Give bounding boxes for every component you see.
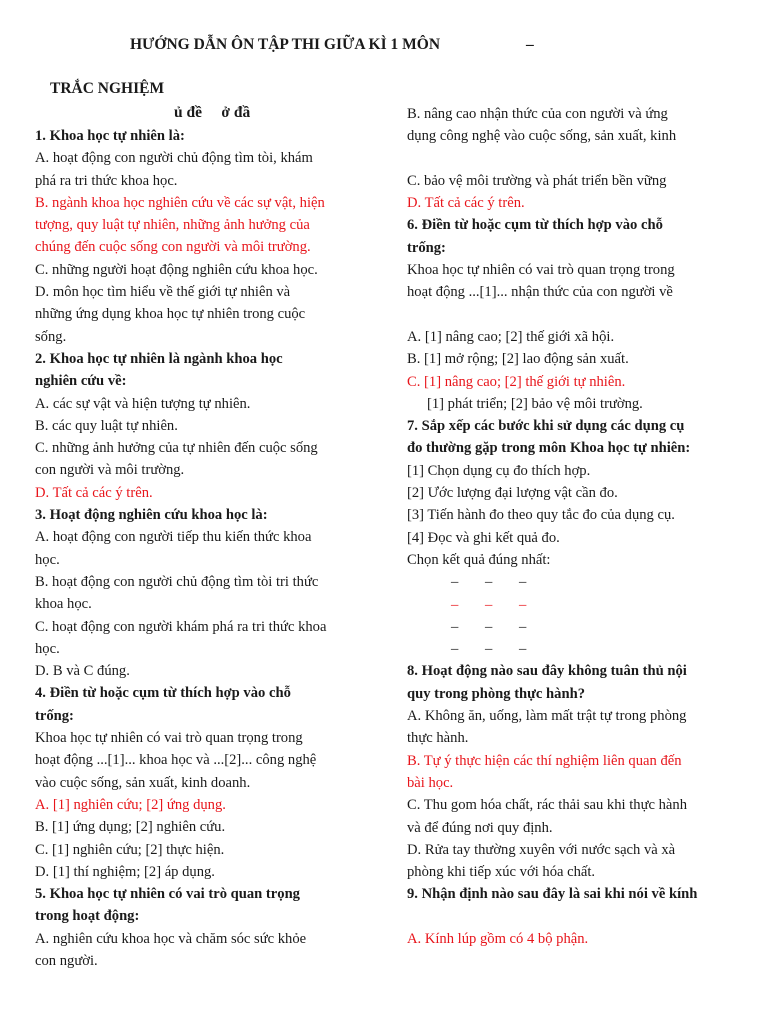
q6-option-c-answer: C. [1] nâng cao; [2] thế giới tự nhiên. — [407, 373, 626, 390]
q8-option-d-cont: phòng khi tiếp xúc với hóa chất. — [407, 864, 596, 881]
dash: – — [451, 596, 459, 613]
q3-option-d: D. B và C đúng. — [35, 663, 130, 680]
dash: – — [451, 574, 459, 591]
q7-step-1: [1] Chọn dụng cụ đo thích hợp. — [407, 462, 591, 479]
q9-option-a-answer: A. Kính lúp gồm có 4 bộ phận. — [407, 930, 589, 947]
blank-line — [407, 148, 747, 170]
document-title — [130, 36, 534, 54]
q7-option-row-answer — [407, 594, 747, 616]
q5-option-a: A. nghiên cứu khoa học và chăm sóc sức khỏe — [35, 930, 307, 947]
q6-option-d: [1] phát triển; [2] bảo vệ môi trường. — [427, 395, 643, 412]
q8-option-d: D. Rửa tay thường xuyên với nước sạch và xà — [407, 841, 676, 858]
q8-option-c-cont: và để đúng nơi quy định. — [407, 819, 553, 836]
q3-option-a: A. hoạt động con người tiếp thu kiến thức khoa — [35, 529, 312, 546]
blank-line — [407, 906, 747, 928]
q1-option-b-cont: tượng, quy luật tự nhiên, những ảnh hưởng của — [35, 217, 310, 234]
q1-option-c: C. những người hoạt động nghiên cứu khoa học. — [35, 261, 318, 278]
dash: – — [485, 641, 493, 658]
q6-stem-cont: hoạt động ...[1]... nhận thức của con người về — [407, 284, 673, 301]
dash: – — [451, 618, 459, 635]
q7-step-2: [2] Ước lượng đại lượng vật cần đo. — [407, 485, 618, 502]
q3-option-c: C. hoạt động con người khám phá ra tri thức khoa — [35, 618, 327, 635]
q7-option-row — [407, 571, 747, 593]
q8-option-b-answer: B. Tự ý thực hiện các thí nghiệm liên quan đến — [407, 752, 682, 769]
q7-prompt: Chọn kết quả đúng nhất: — [407, 551, 551, 568]
q1-option-d-cont: những ứng dụng khoa học tự nhiên trong cuộc — [35, 306, 306, 323]
q4-option-a-answer: A. [1] nghiên cứu; [2] ứng dụng. — [35, 796, 226, 813]
dash: – — [485, 596, 493, 613]
q7-step-4: [4] Đọc và ghi kết quả đo. — [407, 529, 560, 546]
dash: – — [451, 641, 459, 658]
q5-option-d-answer: D. Tất cả các ý trên. — [407, 195, 525, 212]
question-2-cont: nghiên cứu về: — [35, 373, 127, 390]
title-text: HƯỚNG DẪN ÔN TẬP THI GIỮA KÌ 1 MÔN — [130, 36, 441, 53]
question-4: 4. Điền từ hoặc cụm từ thích hợp vào chỗ — [35, 685, 291, 702]
q6-option-a: A. [1] nâng cao; [2] thế giới xã hội. — [407, 328, 615, 345]
dash: – — [485, 574, 493, 591]
dash: – — [519, 574, 527, 591]
q1-option-b-cont: chúng đến cuộc sống con người và môi trường. — [35, 239, 311, 256]
q1-option-a: A. hoạt động con người chủ động tìm tòi, khám — [35, 150, 313, 167]
dash: – — [519, 596, 527, 613]
question-7: 7. Sắp xếp các bước khi sử dụng các dụng cụ — [407, 418, 685, 435]
q5-option-a-cont: con người. — [35, 952, 98, 969]
q2-option-a: A. các sự vật và hiện tượng tự nhiên. — [35, 395, 251, 412]
q3-option-b-cont: khoa học. — [35, 596, 92, 613]
q8-option-a-cont: thực hành. — [407, 730, 469, 747]
blank-line — [407, 304, 747, 326]
dash: – — [485, 618, 493, 635]
q3-option-c-cont: học. — [35, 640, 60, 657]
title-dash: – — [526, 36, 534, 53]
q4-stem-cont: hoạt động ...[1]... khoa học và ...[2]... công nghệ — [35, 752, 317, 769]
q1-option-d-cont: sống. — [35, 328, 67, 345]
q4-option-d: D. [1] thí nghiệm; [2] áp dụng. — [35, 863, 215, 880]
dash: – — [519, 618, 527, 635]
q3-option-b: B. hoạt động con người chủ động tìm tòi tri thức — [35, 573, 319, 590]
question-2: 2. Khoa học tự nhiên là ngành khoa học — [35, 350, 283, 367]
question-6: 6. Điền từ hoặc cụm từ thích hợp vào chỗ — [407, 217, 663, 234]
q8-option-a: A. Không ăn, uống, làm mất trật tự trong phòng — [407, 708, 687, 725]
q8-option-c: C. Thu gom hóa chất, rác thải sau khi thực hành — [407, 797, 687, 814]
q6-option-b: B. [1] mở rộng; [2] lao động sản xuất. — [407, 351, 629, 368]
question-9: 9. Nhận định nào sau đây là sai khi nói về kính — [407, 886, 698, 903]
question-3: 3. Hoạt động nghiên cứu khoa học là: — [35, 507, 268, 524]
q1-option-a-cont: phá ra tri thức khoa học. — [35, 172, 178, 189]
dash: – — [519, 641, 527, 658]
question-8-cont: quy trong phòng thực hành? — [407, 685, 586, 702]
topic-subheading: ủ đề ở đầ — [174, 104, 251, 121]
q2-option-c-cont: con người và môi trường. — [35, 462, 185, 479]
q1-option-d: D. môn học tìm hiểu về thế giới tự nhiên và — [35, 284, 291, 301]
q5-option-b-cont: dụng công nghệ vào cuộc sống, sản xuất, kinh — [407, 128, 677, 145]
question-8: 8. Hoạt động nào sau đây không tuân thủ nội — [407, 663, 687, 680]
question-5: 5. Khoa học tự nhiên có vai trò quan trọng — [35, 886, 300, 903]
q4-stem: Khoa học tự nhiên có vai trò quan trọng trong — [35, 730, 303, 747]
q5-option-b: B. nâng cao nhận thức của con người và ứng — [407, 106, 668, 122]
q2-option-d-answer: D. Tất cả các ý trên. — [35, 484, 153, 501]
q4-option-c: C. [1] nghiên cứu; [2] thực hiện. — [35, 841, 225, 858]
q4-option-b: B. [1] ứng dụng; [2] nghiên cứu. — [35, 819, 226, 836]
q6-stem: Khoa học tự nhiên có vai trò quan trọng trong — [407, 262, 675, 279]
q7-option-row — [407, 616, 747, 638]
question-6-cont: trống: — [407, 239, 446, 256]
question-5-cont: trong hoạt động: — [35, 908, 140, 925]
q7-step-3: [3] Tiến hành đo theo quy tắc đo của dụng cụ. — [407, 507, 675, 524]
question-1: 1. Khoa học tự nhiên là: — [35, 128, 185, 144]
q8-option-b-cont: bài học. — [407, 774, 454, 791]
question-7-cont: đo thường gặp trong môn Khoa học tự nhiên: — [407, 440, 691, 457]
q7-option-row — [407, 638, 747, 660]
q3-option-a-cont: học. — [35, 551, 60, 568]
q5-option-c: C. bảo vệ môi trường và phát triển bền vững — [407, 172, 667, 189]
left-column — [35, 125, 373, 972]
q1-option-b-answer: B. ngành khoa học nghiên cứu về các sự vật, hiện — [35, 194, 325, 211]
question-4-cont: trống: — [35, 707, 74, 724]
q2-option-b: B. các quy luật tự nhiên. — [35, 417, 178, 434]
right-column — [407, 103, 747, 950]
q4-stem-cont: vào cuộc sống, sản xuất, kinh doanh. — [35, 774, 251, 791]
section-heading: TRẮC NGHIỆM — [50, 80, 165, 97]
q2-option-c: C. những ảnh hưởng của tự nhiên đến cuộc sống — [35, 440, 318, 457]
